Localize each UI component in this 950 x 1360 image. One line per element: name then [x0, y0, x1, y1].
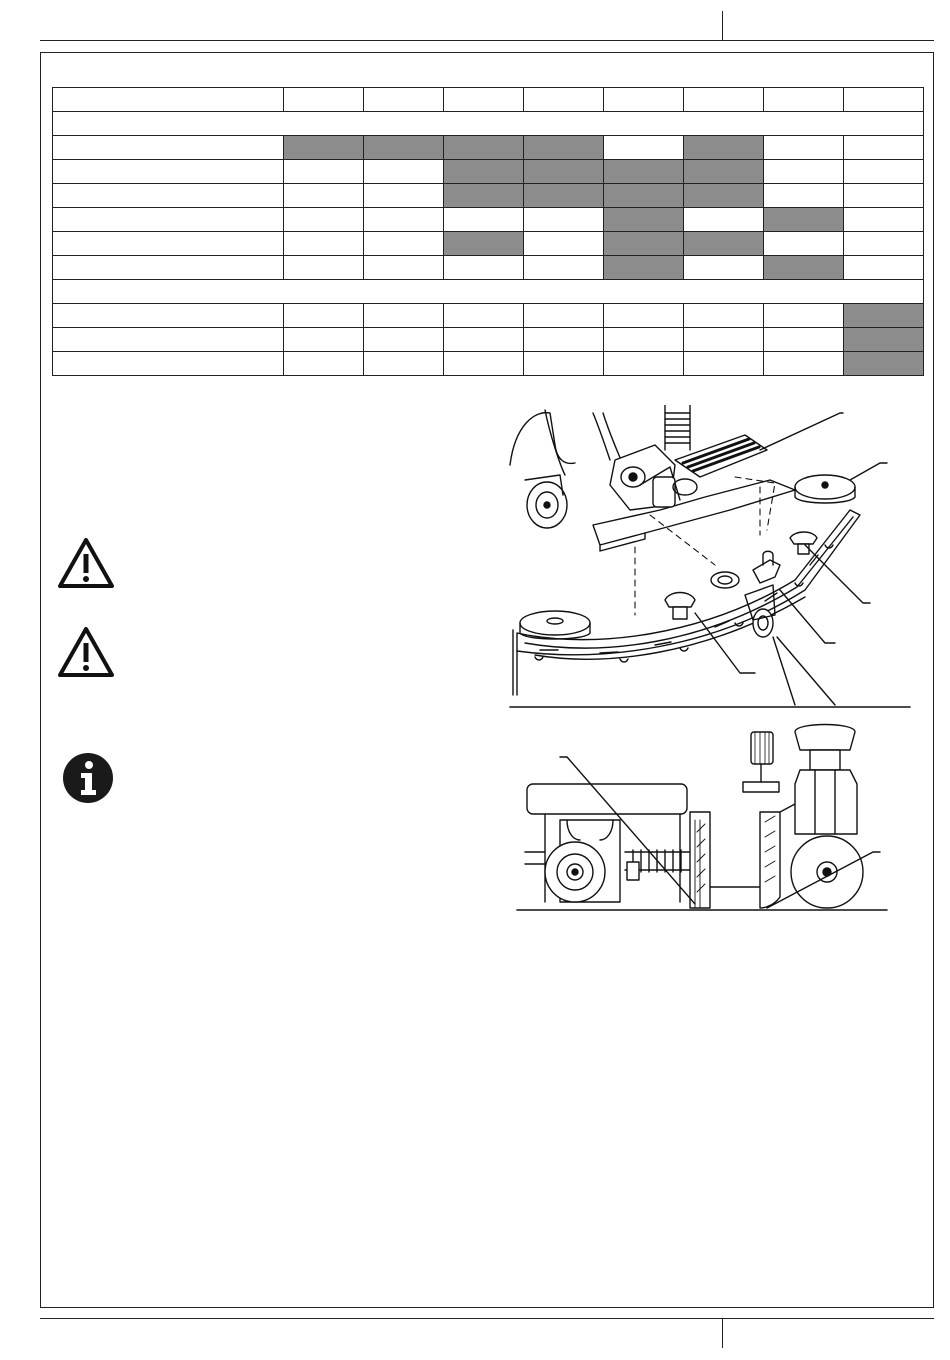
item-label-cell — [53, 184, 284, 208]
interval-cell-marked — [524, 160, 604, 184]
interval-cell-marked — [524, 184, 604, 208]
interval-cell-marked — [604, 232, 684, 256]
interval-cell — [764, 352, 844, 376]
interval-cell — [844, 184, 924, 208]
interval-cell — [364, 256, 444, 280]
interval-cell — [684, 304, 764, 328]
interval-cell — [524, 328, 604, 352]
table-row — [53, 352, 924, 376]
interval-cell — [364, 304, 444, 328]
interval-cell — [684, 208, 764, 232]
interval-cell-marked — [764, 208, 844, 232]
table-section-row — [53, 280, 924, 304]
warning-triangle-icon — [57, 537, 115, 589]
interval-cell — [844, 208, 924, 232]
item-label-cell — [53, 256, 284, 280]
interval-cell — [844, 88, 924, 112]
interval-cell-marked — [844, 328, 924, 352]
interval-cell-marked — [764, 256, 844, 280]
interval-cell — [604, 352, 684, 376]
interval-cell — [684, 88, 764, 112]
interval-cell — [284, 328, 364, 352]
interval-cell-marked — [684, 160, 764, 184]
footer-divider — [722, 1318, 723, 1348]
table-row — [53, 160, 924, 184]
interval-cell — [444, 208, 524, 232]
interval-cell-marked — [684, 184, 764, 208]
interval-cell — [284, 256, 364, 280]
item-label-cell — [53, 160, 284, 184]
table-row — [53, 184, 924, 208]
header-rule — [40, 40, 934, 41]
interval-cell — [284, 304, 364, 328]
interval-cell-marked — [844, 304, 924, 328]
item-label-cell — [53, 328, 284, 352]
interval-cell — [444, 328, 524, 352]
table-row — [53, 136, 924, 160]
interval-cell — [764, 232, 844, 256]
table-row — [53, 232, 924, 256]
interval-cell — [764, 304, 844, 328]
item-label-cell — [53, 208, 284, 232]
interval-cell-marked — [604, 184, 684, 208]
interval-cell — [444, 88, 524, 112]
interval-cell — [604, 88, 684, 112]
squeegee-assembly-drawing — [505, 405, 915, 710]
interval-cell — [524, 256, 604, 280]
interval-cell — [844, 256, 924, 280]
interval-cell — [524, 88, 604, 112]
interval-cell — [284, 160, 364, 184]
interval-cell-marked — [284, 136, 364, 160]
squeegee-section-detail-drawing — [505, 712, 895, 917]
interval-cell-marked — [364, 136, 444, 160]
interval-cell — [444, 256, 524, 280]
interval-cell-marked — [604, 256, 684, 280]
interval-cell — [284, 352, 364, 376]
section-cell — [53, 112, 924, 136]
interval-cell — [684, 256, 764, 280]
table-row — [53, 304, 924, 328]
interval-cell — [524, 352, 604, 376]
interval-cell — [284, 232, 364, 256]
table-header-row — [53, 88, 924, 112]
item-label-cell — [53, 88, 284, 112]
interval-cell — [444, 352, 524, 376]
interval-cell — [844, 160, 924, 184]
interval-cell — [364, 184, 444, 208]
interval-cell — [764, 160, 844, 184]
interval-cell — [444, 304, 524, 328]
item-label-cell — [53, 232, 284, 256]
item-label-cell — [53, 352, 284, 376]
interval-cell — [604, 136, 684, 160]
interval-cell — [364, 88, 444, 112]
maintenance-schedule-table — [52, 87, 924, 376]
interval-cell-marked — [844, 352, 924, 376]
interval-cell-marked — [444, 136, 524, 160]
interval-cell-marked — [684, 232, 764, 256]
interval-cell — [764, 136, 844, 160]
footer-rule — [40, 1318, 934, 1319]
interval-cell — [844, 232, 924, 256]
item-label-cell — [53, 304, 284, 328]
interval-cell — [284, 208, 364, 232]
interval-cell — [284, 184, 364, 208]
table-section-row — [53, 112, 924, 136]
interval-cell — [524, 304, 604, 328]
interval-cell — [684, 328, 764, 352]
interval-cell — [364, 328, 444, 352]
table-row — [53, 256, 924, 280]
warning-triangle-icon — [57, 626, 115, 678]
interval-cell — [284, 88, 364, 112]
table-row — [53, 328, 924, 352]
info-circle-icon — [62, 752, 114, 804]
interval-cell — [364, 160, 444, 184]
header-divider — [722, 11, 723, 41]
interval-cell-marked — [444, 160, 524, 184]
interval-cell — [764, 328, 844, 352]
item-label-cell — [53, 136, 284, 160]
interval-cell — [764, 184, 844, 208]
interval-cell — [524, 208, 604, 232]
interval-cell — [604, 304, 684, 328]
section-cell — [53, 280, 924, 304]
interval-cell-marked — [684, 136, 764, 160]
interval-cell — [764, 88, 844, 112]
interval-cell — [524, 232, 604, 256]
interval-cell — [684, 352, 764, 376]
interval-cell — [364, 352, 444, 376]
table-row — [53, 208, 924, 232]
interval-cell — [844, 136, 924, 160]
interval-cell-marked — [524, 136, 604, 160]
interval-cell — [364, 208, 444, 232]
interval-cell — [364, 232, 444, 256]
interval-cell-marked — [444, 232, 524, 256]
interval-cell — [604, 328, 684, 352]
interval-cell-marked — [604, 208, 684, 232]
interval-cell-marked — [604, 160, 684, 184]
interval-cell-marked — [444, 184, 524, 208]
